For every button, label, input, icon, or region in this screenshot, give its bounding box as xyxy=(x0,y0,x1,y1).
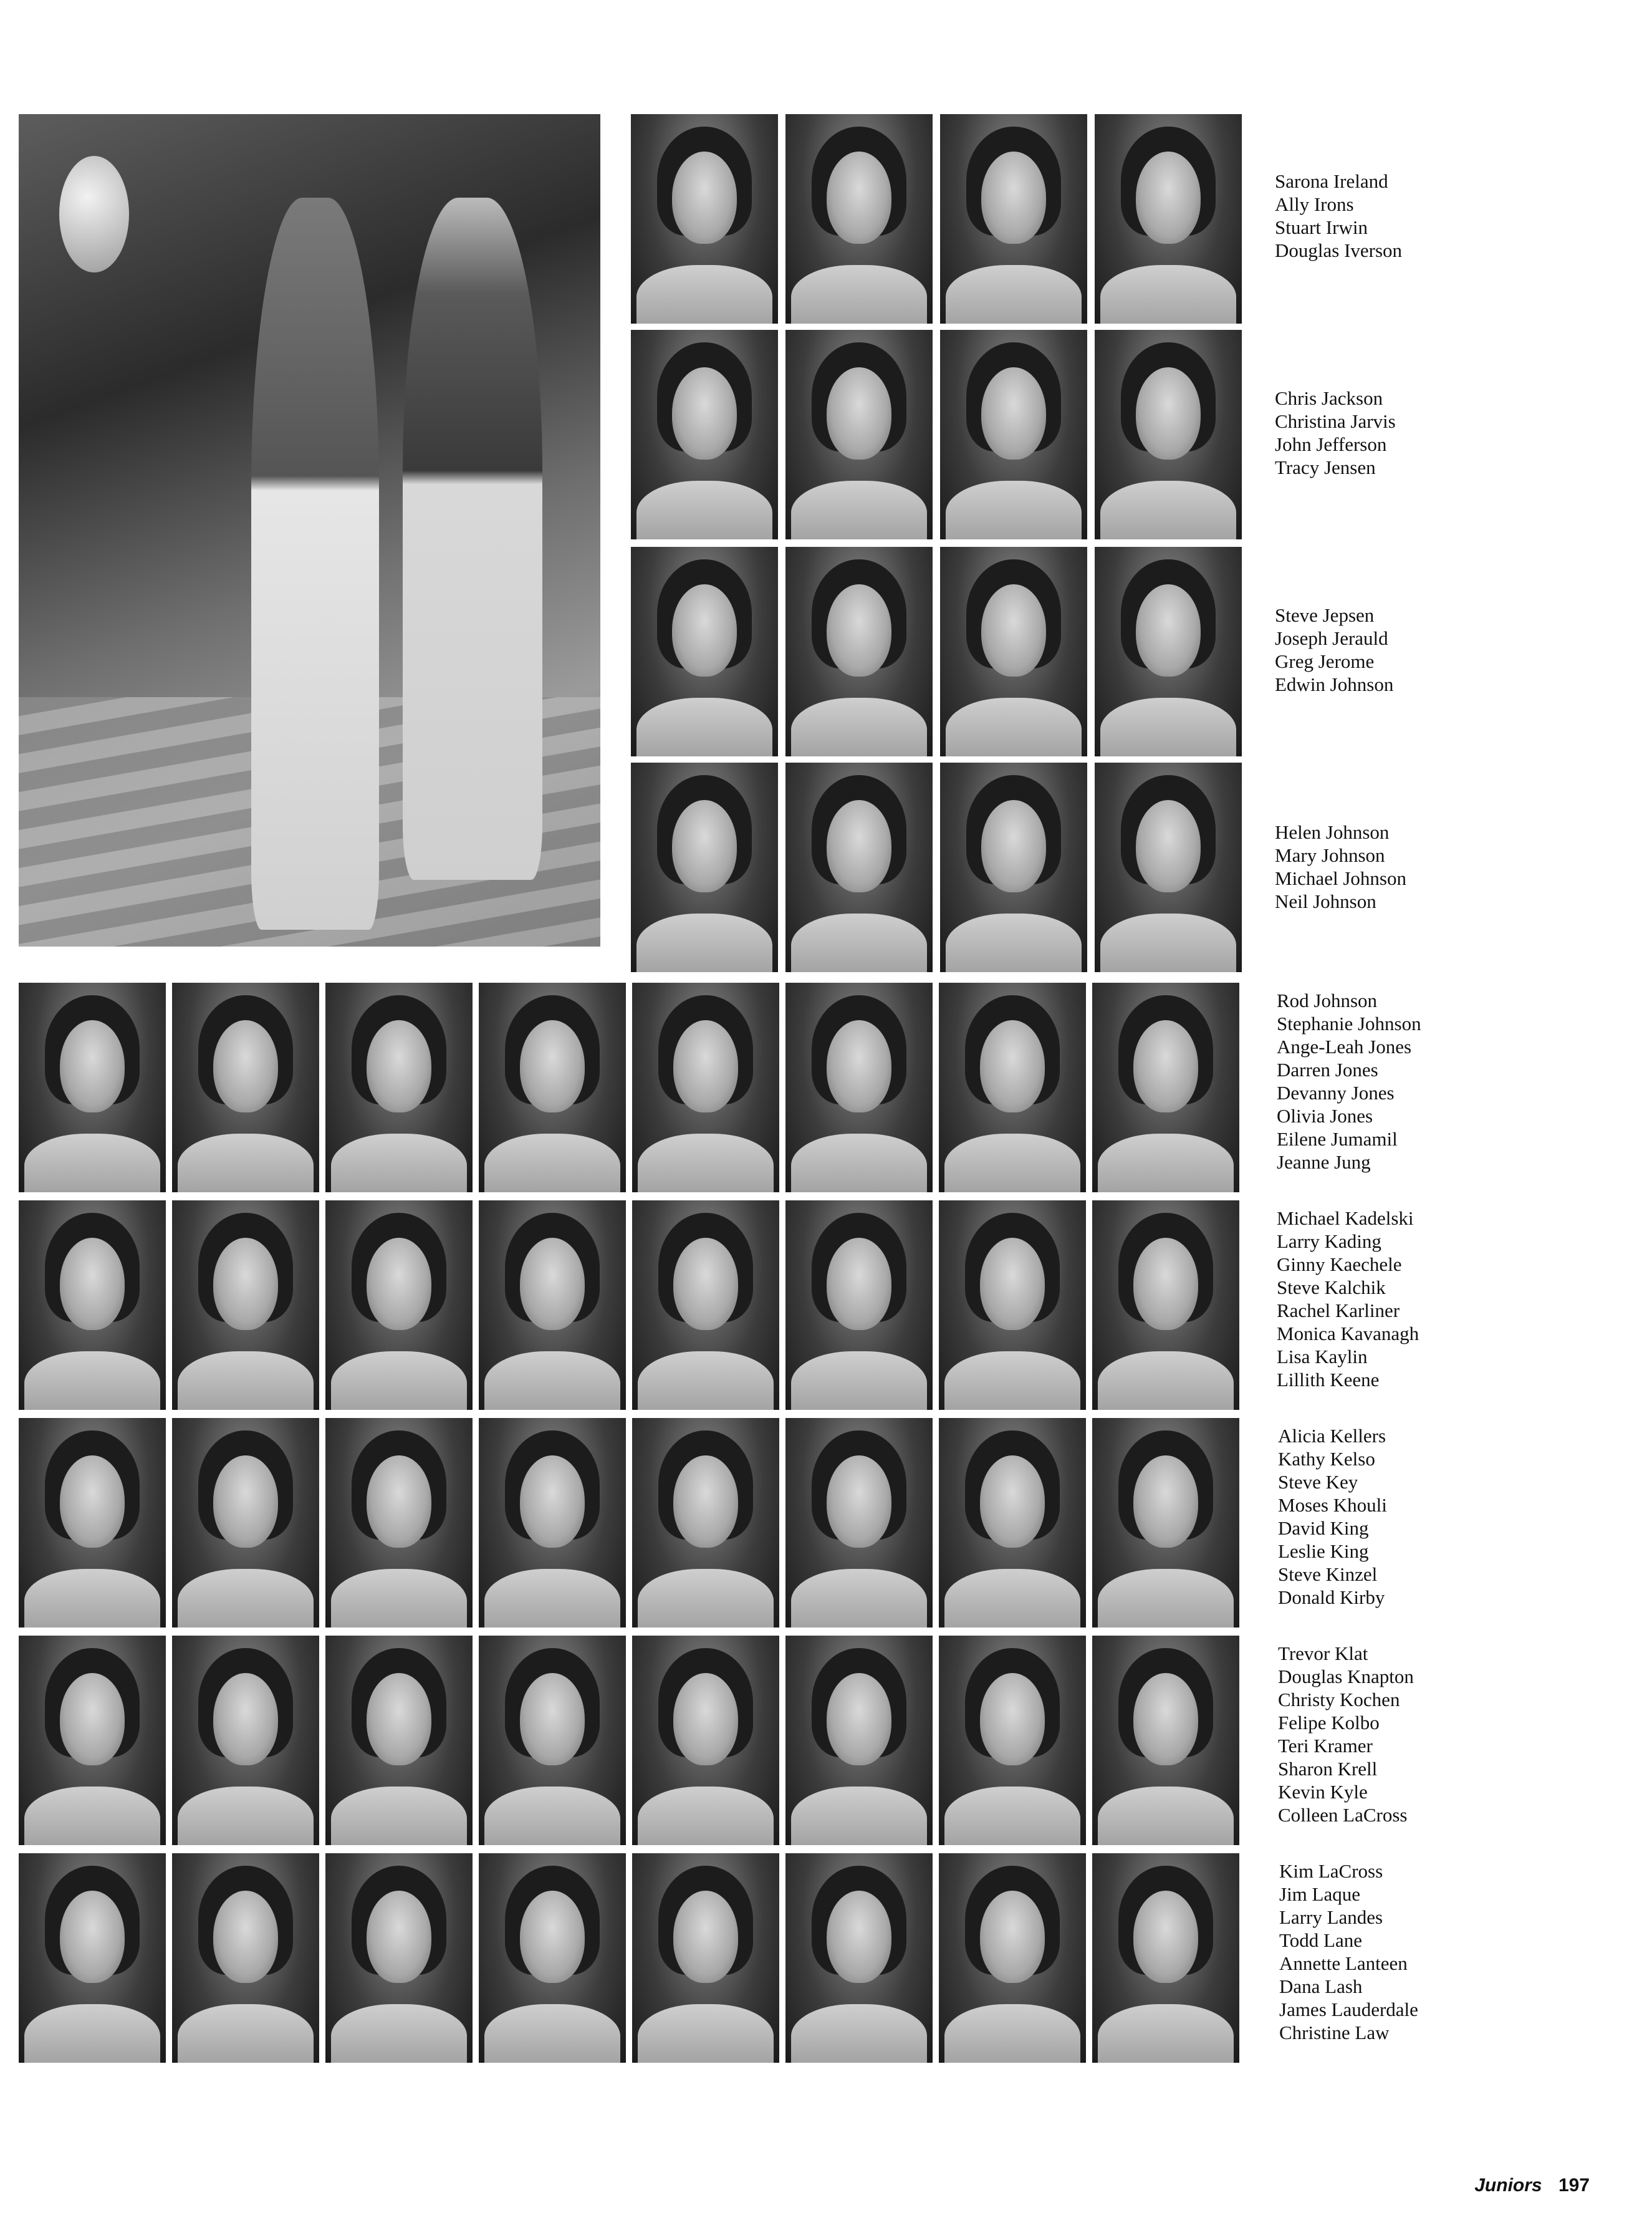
student-name: Steve Key xyxy=(1278,1471,1358,1493)
student-portrait xyxy=(479,983,626,1192)
student-portrait xyxy=(785,330,933,539)
portrait-head xyxy=(673,1455,738,1548)
student-portrait xyxy=(939,1418,1086,1628)
portrait-shirt xyxy=(791,265,926,324)
portrait-head xyxy=(980,1673,1045,1765)
student-name: James Lauderdale xyxy=(1279,1999,1418,2020)
portrait-shirt xyxy=(484,1134,620,1192)
portrait-shirt xyxy=(636,914,772,972)
student-name: Leslie King xyxy=(1278,1540,1369,1562)
portrait-head xyxy=(980,1020,1045,1112)
student-portrait xyxy=(1092,1200,1239,1410)
portrait-shirt xyxy=(946,698,1081,756)
portrait-shirt xyxy=(24,1787,160,1845)
student-name: Kathy Kelso xyxy=(1278,1448,1375,1470)
portrait-shirt xyxy=(636,698,772,756)
portrait-shirt xyxy=(638,1569,773,1628)
page-number: 197 xyxy=(1558,2175,1590,2196)
portrait-head xyxy=(520,1673,585,1765)
student-portrait xyxy=(939,1200,1086,1410)
portrait-head xyxy=(980,1455,1045,1548)
portrait-head xyxy=(213,1673,278,1765)
portrait-head xyxy=(827,152,891,244)
student-name: Greg Jerome xyxy=(1275,650,1375,672)
student-portrait xyxy=(631,763,778,972)
portrait-shirt xyxy=(24,2004,160,2063)
student-portrait xyxy=(325,1636,473,1845)
student-portrait xyxy=(1092,1853,1239,2063)
portrait-head xyxy=(1133,1891,1198,1983)
portrait-head xyxy=(980,1891,1045,1983)
student-name: Chris Jackson xyxy=(1275,387,1383,409)
portrait-shirt xyxy=(791,914,926,972)
student-name: John Jefferson xyxy=(1275,433,1387,455)
portrait-shirt xyxy=(1098,1351,1233,1410)
student-name: Mary Johnson xyxy=(1275,844,1385,866)
student-name: Steve Jepsen xyxy=(1275,604,1375,626)
student-name: Christina Jarvis xyxy=(1275,410,1396,432)
portrait-head xyxy=(60,1020,125,1112)
portrait-head xyxy=(1133,1673,1198,1765)
portrait-head xyxy=(827,800,891,892)
student-portrait xyxy=(19,1418,166,1628)
student-name: Felipe Kolbo xyxy=(1278,1712,1380,1734)
student-name: Larry Landes xyxy=(1279,1906,1383,1928)
student-portrait xyxy=(479,1418,626,1628)
student-figure xyxy=(403,198,542,880)
portrait-shirt xyxy=(484,2004,620,2063)
portrait-head xyxy=(60,1673,125,1765)
student-portrait xyxy=(631,330,778,539)
portrait-shirt xyxy=(178,1351,313,1410)
portrait-shirt xyxy=(24,1351,160,1410)
student-portrait xyxy=(940,114,1087,324)
portrait-shirt xyxy=(24,1569,160,1628)
portrait-head xyxy=(1136,152,1201,244)
student-name: Sarona Ireland xyxy=(1275,170,1388,192)
student-portrait xyxy=(1095,114,1242,324)
portrait-shirt xyxy=(636,481,772,539)
student-name: Dana Lash xyxy=(1279,1975,1363,1997)
portrait-head xyxy=(520,1020,585,1112)
student-name: Joseph Jerauld xyxy=(1275,627,1388,649)
student-portrait xyxy=(785,983,933,1192)
student-name: Neil Johnson xyxy=(1275,890,1376,912)
student-name: Todd Lane xyxy=(1279,1929,1362,1951)
student-portrait xyxy=(785,1200,933,1410)
student-portrait xyxy=(325,1418,473,1628)
name-list xyxy=(1277,1207,1419,1391)
student-portrait xyxy=(785,547,933,756)
portrait-shirt xyxy=(484,1351,620,1410)
student-portrait xyxy=(325,1200,473,1410)
student-portrait xyxy=(631,114,778,324)
student-portrait xyxy=(785,114,933,324)
portrait-shirt xyxy=(1100,265,1236,324)
student-name: Helen Johnson xyxy=(1275,821,1390,843)
name-list xyxy=(1275,387,1396,479)
portrait-head xyxy=(672,367,737,460)
portrait-head xyxy=(1136,584,1201,677)
portrait-head xyxy=(213,1455,278,1548)
student-name: Ally Irons xyxy=(1275,193,1354,215)
portrait-head xyxy=(827,1020,891,1112)
student-name: Stephanie Johnson xyxy=(1277,1013,1421,1034)
student-portrait xyxy=(632,983,779,1192)
name-list xyxy=(1277,989,1421,1174)
portrait-shirt xyxy=(1098,1134,1233,1192)
portrait-shirt xyxy=(178,1134,313,1192)
portrait-head xyxy=(827,1891,891,1983)
student-name: Lillith Keene xyxy=(1277,1369,1380,1391)
student-name: Rod Johnson xyxy=(1277,990,1378,1011)
portrait-shirt xyxy=(944,1569,1080,1628)
portrait-shirt xyxy=(331,1134,466,1192)
portrait-head xyxy=(213,1891,278,1983)
student-portrait xyxy=(785,1636,933,1845)
portrait-head xyxy=(1133,1238,1198,1330)
portrait-head xyxy=(367,1673,431,1765)
portrait-head xyxy=(827,367,891,460)
student-name: Christine Law xyxy=(1279,2022,1390,2043)
name-list xyxy=(1275,821,1406,913)
portrait-head xyxy=(672,584,737,677)
student-portrait xyxy=(1092,1418,1239,1628)
portrait-shirt xyxy=(944,2004,1080,2063)
portrait-shirt xyxy=(638,1351,773,1410)
section-title: Juniors xyxy=(1474,2175,1542,2196)
portrait-shirt xyxy=(178,1569,313,1628)
student-portrait xyxy=(479,1853,626,2063)
portrait-shirt xyxy=(791,1351,926,1410)
student-name: Lisa Kaylin xyxy=(1277,1346,1368,1367)
portrait-head xyxy=(367,1020,431,1112)
student-portrait xyxy=(785,763,933,972)
portrait-head xyxy=(367,1455,431,1548)
name-list xyxy=(1279,1859,1418,2044)
portrait-shirt xyxy=(484,1787,620,1845)
student-name: Darren Jones xyxy=(1277,1059,1378,1081)
student-portrait xyxy=(1095,330,1242,539)
candid-photo xyxy=(19,114,600,947)
student-portrait xyxy=(940,763,1087,972)
portrait-shirt xyxy=(1098,2004,1233,2063)
portrait-shirt xyxy=(24,1134,160,1192)
portrait-head xyxy=(60,1238,125,1330)
student-portrait xyxy=(940,547,1087,756)
portrait-head xyxy=(827,1238,891,1330)
portrait-shirt xyxy=(944,1351,1080,1410)
portrait-head xyxy=(213,1238,278,1330)
student-name: Sharon Krell xyxy=(1278,1758,1378,1780)
student-name: Edwin Johnson xyxy=(1275,673,1394,695)
portrait-shirt xyxy=(638,2004,773,2063)
portrait-shirt xyxy=(944,1134,1080,1192)
portrait-head xyxy=(827,1455,891,1548)
portrait-head xyxy=(1136,367,1201,460)
portrait-shirt xyxy=(791,698,926,756)
student-name: Moses Khouli xyxy=(1278,1494,1387,1516)
student-name: Larry Kading xyxy=(1277,1230,1381,1252)
student-name: David King xyxy=(1278,1517,1369,1539)
portrait-shirt xyxy=(944,1787,1080,1845)
portrait-shirt xyxy=(331,1569,466,1628)
name-list xyxy=(1278,1642,1414,1826)
student-name: Ginny Kaechele xyxy=(1277,1253,1402,1275)
student-portrait xyxy=(631,547,778,756)
name-list xyxy=(1278,1424,1387,1609)
portrait-head xyxy=(827,1673,891,1765)
portrait-head xyxy=(981,152,1046,244)
student-portrait xyxy=(172,983,319,1192)
student-name: Devanny Jones xyxy=(1277,1082,1395,1104)
student-name: Trevor Klat xyxy=(1278,1642,1368,1664)
name-list xyxy=(1275,170,1402,262)
portrait-shirt xyxy=(946,265,1081,324)
student-portrait xyxy=(172,1200,319,1410)
portrait-shirt xyxy=(1098,1569,1233,1628)
student-portrait xyxy=(632,1636,779,1845)
portrait-head xyxy=(980,1238,1045,1330)
student-name: Tracy Jensen xyxy=(1275,456,1376,478)
student-name: Ange-Leah Jones xyxy=(1277,1036,1412,1058)
portrait-shirt xyxy=(946,914,1081,972)
student-name: Michael Johnson xyxy=(1275,867,1406,889)
student-portrait xyxy=(939,1853,1086,2063)
portrait-shirt xyxy=(636,265,772,324)
student-portrait xyxy=(325,983,473,1192)
student-name: Rachel Karliner xyxy=(1277,1300,1400,1321)
student-portrait xyxy=(632,1853,779,2063)
student-portrait xyxy=(785,1853,933,2063)
portrait-head xyxy=(672,152,737,244)
student-portrait xyxy=(940,330,1087,539)
portrait-shirt xyxy=(791,1569,926,1628)
portrait-head xyxy=(1133,1020,1198,1112)
portrait-shirt xyxy=(1100,481,1236,539)
student-portrait xyxy=(1092,1636,1239,1845)
portrait-head xyxy=(673,1673,738,1765)
student-name: Monica Kavanagh xyxy=(1277,1323,1419,1344)
student-portrait xyxy=(632,1200,779,1410)
student-portrait xyxy=(19,983,166,1192)
student-portrait xyxy=(19,1853,166,2063)
student-portrait xyxy=(1092,983,1239,1192)
student-name: Annette Lanteen xyxy=(1279,1952,1408,1974)
portrait-head xyxy=(520,1891,585,1983)
student-name: Alicia Kellers xyxy=(1278,1425,1386,1447)
portrait-shirt xyxy=(791,2004,926,2063)
balloon-graphic xyxy=(59,156,129,272)
portrait-head xyxy=(213,1020,278,1112)
student-name: Kevin Kyle xyxy=(1278,1781,1368,1803)
portrait-shirt xyxy=(1098,1787,1233,1845)
portrait-shirt xyxy=(791,1134,926,1192)
portrait-head xyxy=(981,367,1046,460)
portrait-shirt xyxy=(791,481,926,539)
student-name: Stuart Irwin xyxy=(1275,216,1368,238)
portrait-head xyxy=(520,1455,585,1548)
portrait-head xyxy=(673,1238,738,1330)
portrait-head xyxy=(367,1891,431,1983)
student-figure xyxy=(251,198,379,930)
student-portrait xyxy=(479,1200,626,1410)
student-name: Kim LaCross xyxy=(1279,1860,1383,1882)
portrait-shirt xyxy=(638,1134,773,1192)
student-portrait xyxy=(1095,547,1242,756)
student-name: Eilene Jumamil xyxy=(1277,1128,1398,1150)
student-name: Jim Laque xyxy=(1279,1883,1360,1905)
student-portrait xyxy=(939,983,1086,1192)
portrait-shirt xyxy=(1100,698,1236,756)
student-portrait xyxy=(1095,763,1242,972)
portrait-head xyxy=(1133,1455,1198,1548)
student-portrait xyxy=(939,1636,1086,1845)
portrait-shirt xyxy=(638,1787,773,1845)
portrait-head xyxy=(981,800,1046,892)
portrait-head xyxy=(60,1891,125,1983)
student-portrait xyxy=(325,1853,473,2063)
student-name: Steve Kalchik xyxy=(1277,1276,1386,1298)
portrait-head xyxy=(673,1020,738,1112)
student-name: Michael Kadelski xyxy=(1277,1207,1414,1229)
portrait-head xyxy=(981,584,1046,677)
student-name: Donald Kirby xyxy=(1278,1586,1385,1608)
student-name: Colleen LaCross xyxy=(1278,1804,1408,1826)
student-portrait xyxy=(172,1418,319,1628)
student-portrait xyxy=(785,1418,933,1628)
portrait-head xyxy=(672,800,737,892)
portrait-head xyxy=(827,584,891,677)
portrait-head xyxy=(673,1891,738,1983)
portrait-shirt xyxy=(331,1787,466,1845)
student-name: Douglas Iverson xyxy=(1275,239,1403,261)
student-name: Teri Kramer xyxy=(1278,1735,1373,1757)
portrait-shirt xyxy=(484,1569,620,1628)
student-portrait xyxy=(632,1418,779,1628)
student-name: Douglas Knapton xyxy=(1278,1666,1414,1687)
portrait-shirt xyxy=(1100,914,1236,972)
portrait-head xyxy=(367,1238,431,1330)
portrait-head xyxy=(1136,800,1201,892)
student-name: Steve Kinzel xyxy=(1278,1563,1378,1585)
portrait-head xyxy=(520,1238,585,1330)
portrait-shirt xyxy=(331,1351,466,1410)
student-portrait xyxy=(19,1636,166,1845)
portrait-shirt xyxy=(946,481,1081,539)
name-list xyxy=(1275,604,1393,696)
student-portrait xyxy=(172,1636,319,1845)
student-portrait xyxy=(172,1853,319,2063)
portrait-shirt xyxy=(331,2004,466,2063)
student-name: Christy Kochen xyxy=(1278,1689,1400,1710)
page-footer xyxy=(1474,2175,1590,2196)
student-portrait xyxy=(19,1200,166,1410)
portrait-shirt xyxy=(178,1787,313,1845)
student-name: Jeanne Jung xyxy=(1277,1151,1371,1173)
portrait-shirt xyxy=(178,2004,313,2063)
portrait-shirt xyxy=(791,1787,926,1845)
portrait-head xyxy=(60,1455,125,1548)
student-portrait xyxy=(479,1636,626,1845)
student-name: Olivia Jones xyxy=(1277,1105,1373,1127)
